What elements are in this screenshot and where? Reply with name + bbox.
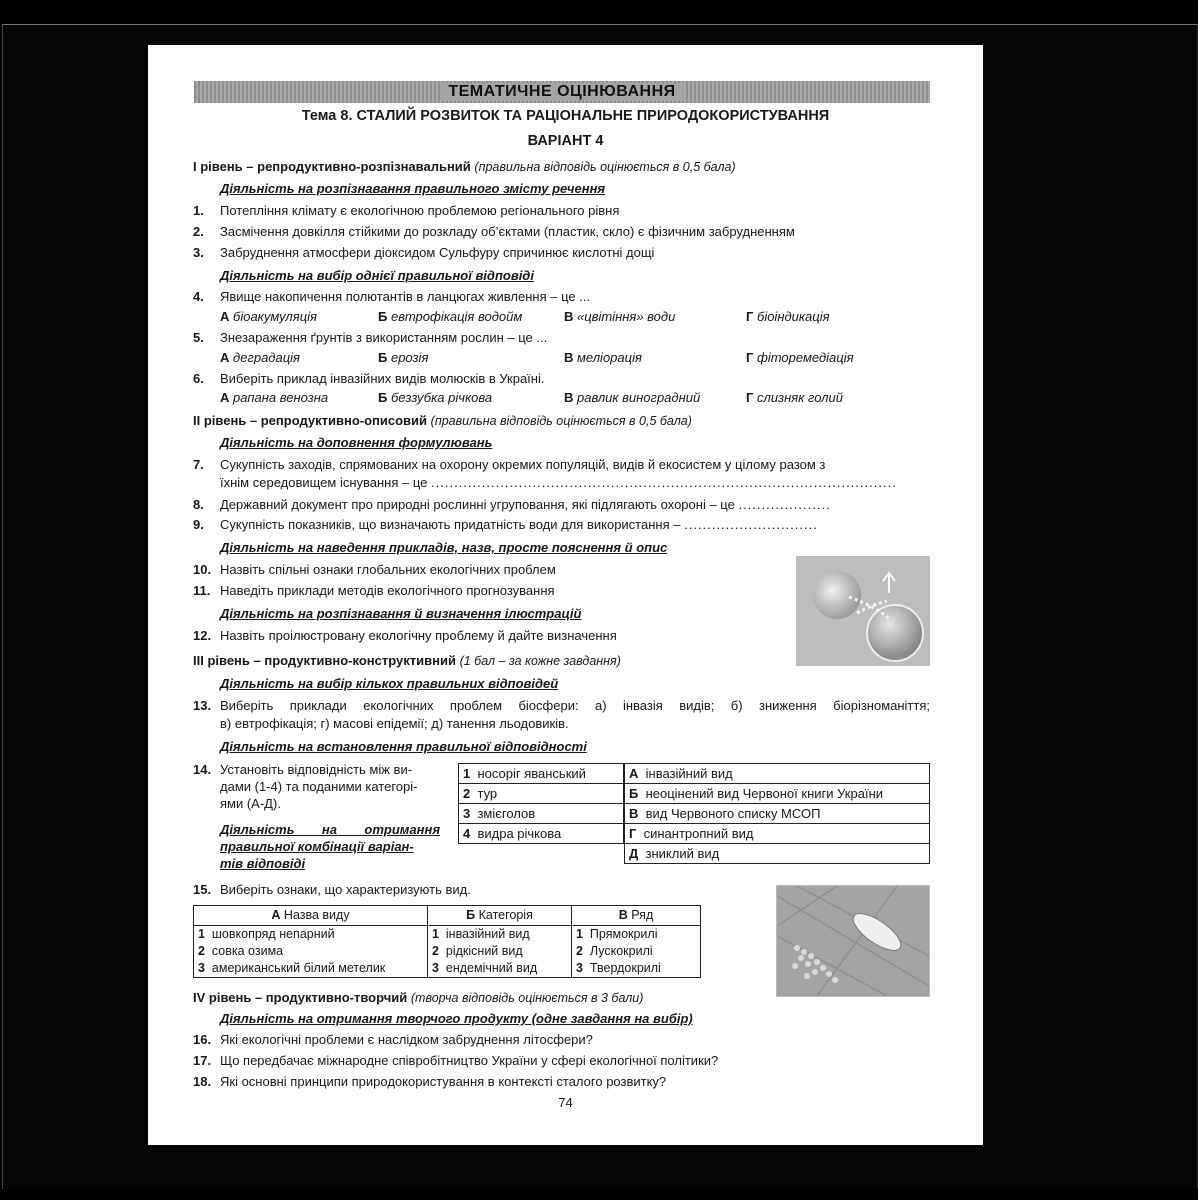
activity-heading: Діяльність на встановлення правильної відповідності [220,739,587,754]
answer-option: А деградація [220,350,300,365]
question-number: 8. [193,497,204,512]
question-text: Засмічення довкілля стійкими до розкладу об’єктами (пластик, скло) є фізичним забрудненням [220,224,795,239]
question-number: 18. [193,1074,212,1089]
question-number: 15. [193,882,212,897]
answer-option: А рапана венозна [220,390,329,405]
answer-option: Б беззубка річкова [378,390,493,405]
level-4-heading: ІV рівень – продуктивно-творчий (творча відповідь оцінюється в 3 бали) [193,990,644,1005]
question-text: Забруднення атмосфери діоксидом Сульфуру спричинює кислотні дощі [220,245,655,260]
activity-heading: правильної комбінації варіан- [220,839,414,854]
activity-heading: Діяльність на доповнення формулювань [220,435,493,450]
question-text: Знезараження ґрунтів з використанням рослин – це ... [220,330,548,345]
answer-option: А біоакумуляція [220,309,317,324]
question-text: Що передбачає міжнародне співробітництво України у сфері екологічної політики? [220,1053,719,1068]
match-table-categories [624,763,930,864]
illustration-moth-on-leaf [776,885,930,997]
question-number: 17. [193,1053,212,1068]
question-number: 16. [193,1032,212,1047]
question-text: Виберіть приклад інвазійних видів молюсків в Україні. [220,371,545,386]
question-text: Назвіть спільні ознаки глобальних екологічних проблем [220,562,556,577]
worksheet-page [148,45,983,1145]
question-text: ями (А-Д). [220,796,281,811]
question-number: 3. [193,245,204,260]
question-number: 4. [193,289,204,304]
answer-option: В «цвітіння» води [564,309,676,324]
answer-option: В меліорація [564,350,642,365]
activity-heading: тів відповіді [220,856,306,871]
page-number: 74 [558,1095,573,1110]
question-text: Установіть відповідність між ви- [220,762,413,777]
table-row: А інвазійний вид [625,764,930,784]
activity-heading: Діяльність на наведення прикладів, назв, просте пояснення й опис [220,540,668,555]
question-text: Назвіть проілюстровану екологічну проблему й дайте визначення [220,628,617,643]
table-row: 2 тур [459,784,624,804]
table-row: 4 видра річкова [459,824,624,844]
question-number: 9. [193,517,204,532]
table-row: 3 американський білий метелик 3 ендемічний вид 3 Твердокрилі [194,960,701,978]
table-header-row: А Назва виду Б Категорія В Ряд [194,906,701,926]
activity-heading: Діяльність на отримання творчого продукту (одне завдання на вибір) [220,1011,693,1026]
table-row: Д зниклий вид [625,844,930,864]
species-characteristics-table [193,905,701,978]
level-1-heading: І рівень – репродуктивно-розпізнавальний (правильна відповідь оцінюється в 0,5 бала) [193,159,736,174]
table-row: 1 носоріг яванський [459,764,624,784]
question-text: Виберіть ознаки, що характеризують вид. [220,882,471,897]
question-text: Потепління клімату є екологічною проблемою регіонального рівня [220,203,620,218]
table-row: 1 шовкопряд непарний 1 інвазійний вид 1 Прямокрилі [194,926,701,944]
question-number: 6. [193,371,204,386]
question-text-cont: в) евтрофікація; г) масові епідемії; д) танення льодовиків. [220,716,569,731]
table-row: 2 совка озима 2 рідкісний вид 2 Лускокрилі [194,943,701,960]
question-text: Які екологічні проблеми є наслідком забруднення літосфери? [220,1032,593,1047]
illustration-ozone [796,556,930,666]
section-banner: ТЕМАТИЧНЕ ОЦІНЮВАННЯ [194,81,930,103]
topic-title: Тема 8. СТАЛИЙ РОЗВИТОК ТА РАЦІОНАЛЬНЕ ПРИРОДОКОРИСТУВАННЯ [301,108,830,124]
answer-option: Г слизняк голий [746,390,843,405]
question-text: Наведіть приклади методів екологічного прогнозування [220,583,555,598]
question-number: 5. [193,330,204,345]
activity-heading: Діяльність на отримання [220,822,440,837]
table-row: В вид Червоного списку МСОП [625,804,930,824]
table-row: Г синантропний вид [625,824,930,844]
question-number: 11. [193,583,211,598]
activity-heading: Діяльність на розпізнавання й визначення ілюстрацій [220,606,582,621]
question-text-cont: їхнім середовищем існування – це ..................................................................................................... [220,475,897,490]
question-number: 12. [193,628,212,643]
question-number: 10. [193,562,212,577]
level-3-heading: ІІІ рівень – продуктивно-конструктивний (1 бал – за кожне завдання) [193,653,621,668]
question-number: 1. [193,203,204,218]
question-number: 2. [193,224,204,239]
table-row: Б неоцінений вид Червоної книги України [625,784,930,804]
variant-title: ВАРІАНТ 4 [527,133,604,149]
question-number: 7. [193,457,204,472]
activity-heading: Діяльність на вибір однієї правильної відповіді [220,268,534,283]
question-text: Державний документ про природні рослинні угруповання, які підлягають охороні – це .................... [220,497,831,512]
question-text: Явище накопичення полютантів в ланцюгах живлення – це ... [220,289,591,304]
match-table-species [458,763,624,844]
question-text: Сукупність заходів, спрямованих на охорону окремих популяцій, видів й екосистем у цілому разом з [220,457,826,472]
question-text: Сукупність показників, що визначають придатність води для використання – ............................. [220,517,818,532]
table-row: 3 змієголов [459,804,624,824]
activity-heading: Діяльність на вибір кількох правильних відповідей [220,676,559,691]
answer-option: В равлик виноградний [564,390,701,405]
question-number: 14. [193,762,212,777]
level-2-heading: ІІ рівень – репродуктивно-описовий (правильна відповідь оцінюється в 0,5 бала) [193,413,692,428]
activity-heading: Діяльність на розпізнавання правильного змісту речення [220,181,606,196]
question-text: дами (1-4) та поданими категорі- [220,779,418,794]
answer-option: Г фіторемедіація [746,350,854,365]
question-text: Які основні принципи природокористування в контексті сталого розвитку? [220,1074,667,1089]
question-text: Виберіть приклади екологічних проблем біосфери: а) інвазія видів; б) зниження біорізноманіття; [220,698,930,713]
question-number: 13. [193,698,212,713]
answer-option: Б ерозія [378,350,429,365]
answer-option: Г біоіндикація [746,309,830,324]
answer-option: Б евтрофікація водойм [378,309,523,324]
